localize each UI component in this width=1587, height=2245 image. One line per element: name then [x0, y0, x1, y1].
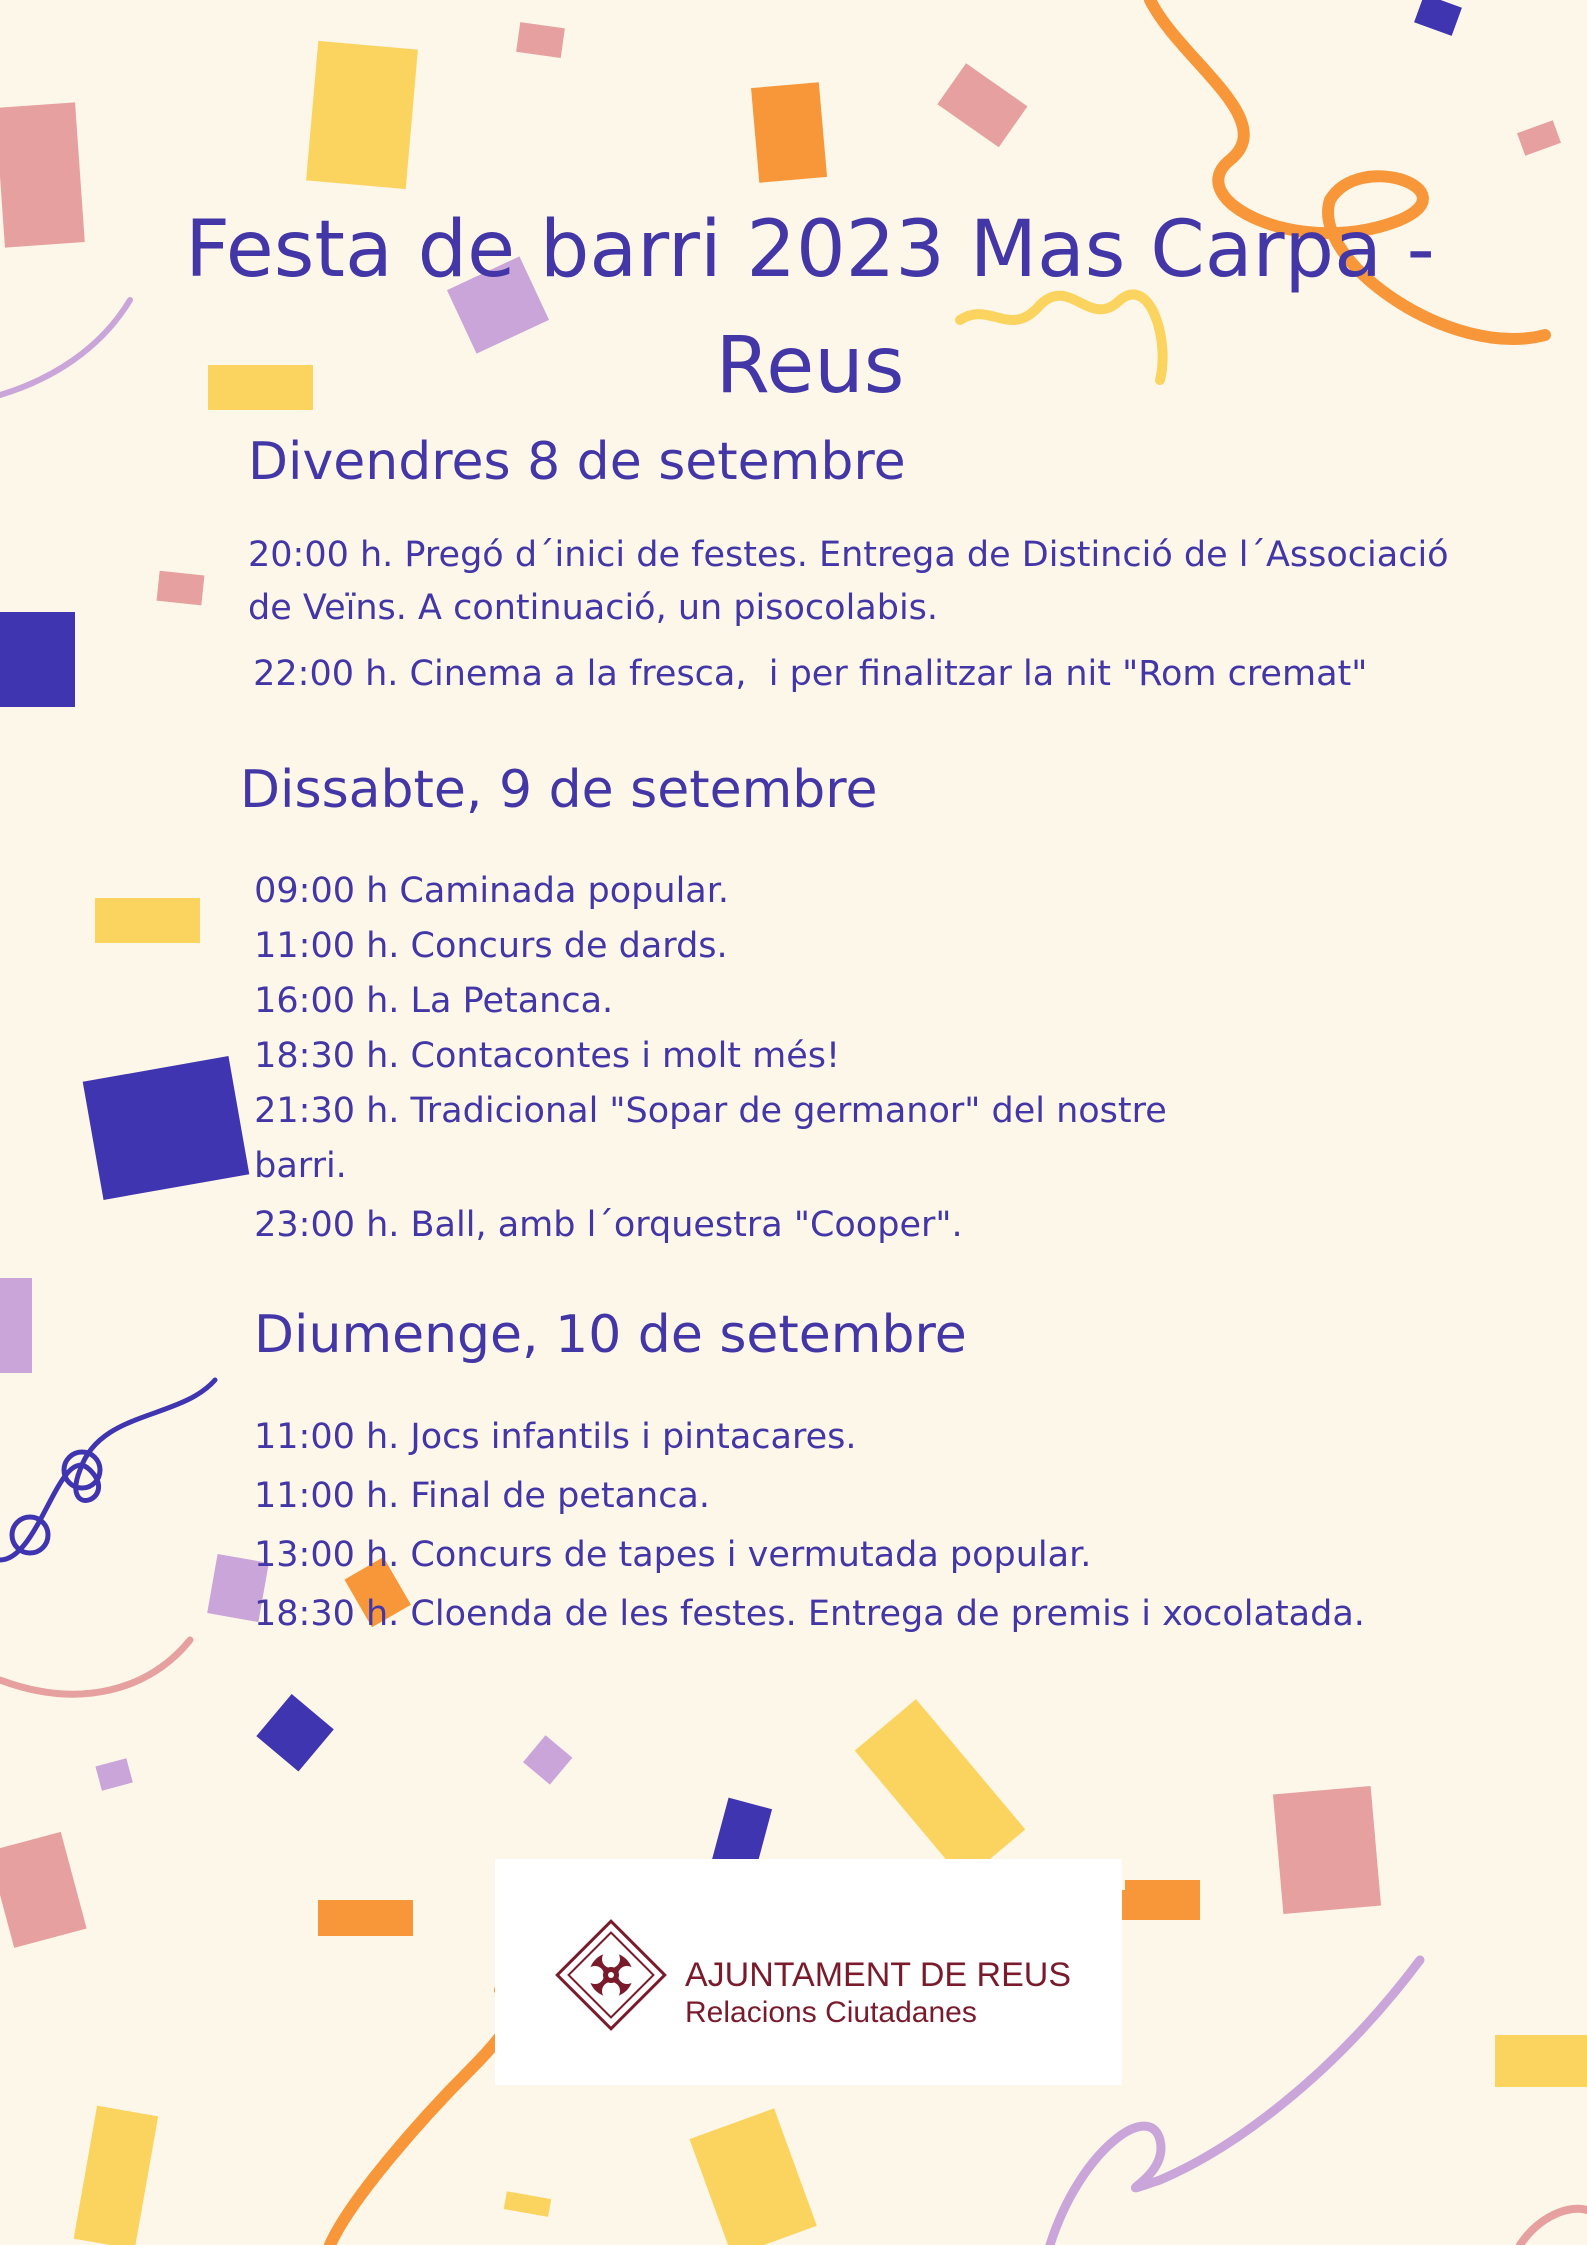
title-line-2: Reus — [715, 321, 905, 411]
day-heading-sunday: Diumenge, 10 de setembre — [254, 1305, 967, 1365]
day-heading-saturday: Dissabte, 9 de setembre — [240, 760, 878, 820]
schedule-item: 16:00 h. La Petanca. — [243, 981, 614, 1021]
city-emblem-icon — [553, 1917, 669, 2033]
page-title — [0, 192, 1587, 424]
schedule-item: 11:00 h. Jocs infantils i pintacares. — [254, 1417, 857, 1457]
schedule-item: 11:00 h. Final de petanca. — [254, 1476, 711, 1516]
schedule-item: 22:00 h. Cinema a la fresca, i per finalitzar la nit "Rom cremat" — [242, 654, 1368, 694]
schedule-item: 11:00 h. Concurs de dards. — [243, 926, 728, 966]
day-heading-friday: Divendres 8 de setembre — [248, 432, 906, 492]
schedule-item: de Veïns. A continuació, un pisocolabis. — [248, 588, 939, 628]
schedule-item: 23:00 h. Ball, amb l´orquestra "Cooper". — [243, 1205, 963, 1245]
schedule-item: barri. — [243, 1146, 347, 1186]
schedule-item: 21:30 h. Tradicional "Sopar de germanor" del nostre — [243, 1091, 1167, 1131]
sponsor-logo — [495, 1859, 1122, 2085]
schedule-item: 18:30 h. Contacontes i molt més! — [243, 1036, 841, 1076]
schedule-item: 20:00 h. Pregó d´inici de festes. Entrega de Distinció de l´Associació — [248, 535, 1449, 575]
schedule-item: 13:00 h. Concurs de tapes i vermutada popular. — [254, 1535, 1092, 1575]
schedule-item: 09:00 h Caminada popular. — [243, 871, 730, 911]
logo-department: Relacions Ciutadanes — [685, 1996, 977, 2029]
logo-organization-name: AJUNTAMENT DE REUS — [685, 1956, 1072, 1994]
schedule-item: 18:30 h. Cloenda de les festes. Entrega de premis i xocolatada. — [254, 1594, 1365, 1634]
title-line-1: Festa de barri 2023 Mas Carpa - — [185, 205, 1435, 295]
